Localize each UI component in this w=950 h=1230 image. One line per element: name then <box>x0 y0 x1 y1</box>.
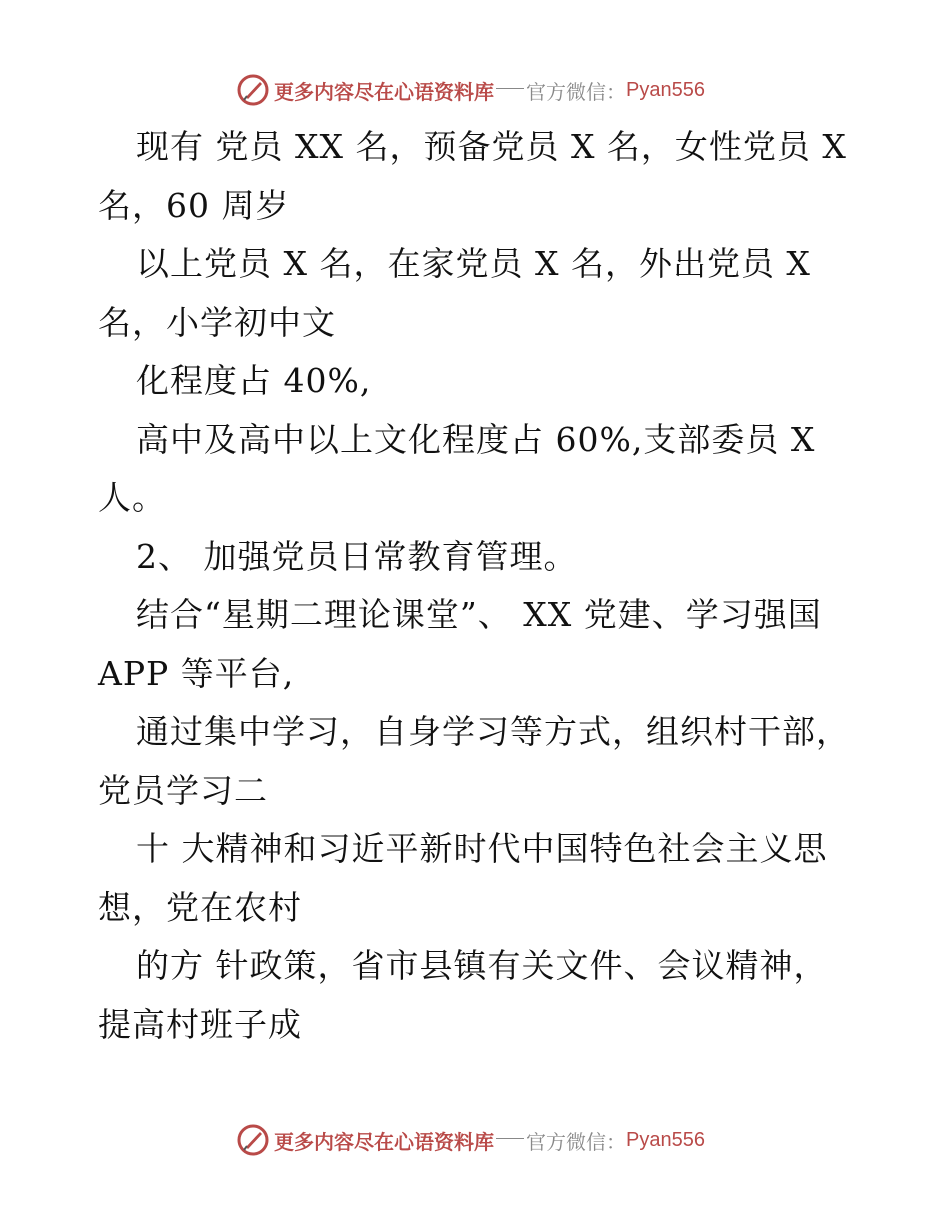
header-banner-text: 更多内容尽在心语资料库 <box>274 79 494 104</box>
body-line: APP 等平台, <box>98 653 295 693</box>
body-line: 想，党在农村 <box>98 887 302 927</box>
body-line: 的方 针政策，省市县镇有关文件、会议精神， <box>136 946 828 985</box>
footer-banner <box>236 1120 705 1160</box>
body-line: 高中及高中以上文化程度占 60%,支部委员 X <box>136 419 816 459</box>
section-heading: 2、 加强党员日常教育管理。 <box>136 536 578 576</box>
body-line: 党员学习二 <box>98 770 268 810</box>
body-line: 人。 <box>98 478 166 517</box>
quill-logo-icon <box>236 1123 270 1157</box>
body-line: 化程度占 40%, <box>136 361 372 400</box>
body-line: 以上党员 X 名，在家党员 X 名，外出党员 X <box>136 244 811 283</box>
footer-wechat-id: Pyan556 <box>626 1128 705 1151</box>
body-line: 通过集中学习，自身学习等方式，组织村干部， <box>136 712 850 751</box>
body-line: 现有 党员 XX 名，预备党员 X 名，女性党员 X <box>136 127 847 166</box>
header-banner-dash <box>496 88 524 89</box>
footer-banner-dash <box>496 1138 524 1139</box>
body-line: 名，小学初中文 <box>98 302 336 342</box>
quill-logo-icon <box>236 73 270 107</box>
header-banner <box>236 70 705 110</box>
header-wechat-label: 官方微信： <box>526 79 626 104</box>
footer-wechat-label: 官方微信： <box>526 1129 626 1154</box>
footer-banner-text: 更多内容尽在心语资料库 <box>274 1129 494 1154</box>
body-line: 十 大精神和习近平新时代中国特色社会主义思 <box>136 829 828 868</box>
document-body <box>98 118 858 1054</box>
body-line: 结合“星期二理论课堂”、 XX 党建、学习强国 <box>136 595 822 634</box>
header-wechat-id: Pyan556 <box>626 78 705 101</box>
body-line: 名，60 周岁 <box>98 185 290 225</box>
body-line: 提高村班子成 <box>98 1004 302 1044</box>
